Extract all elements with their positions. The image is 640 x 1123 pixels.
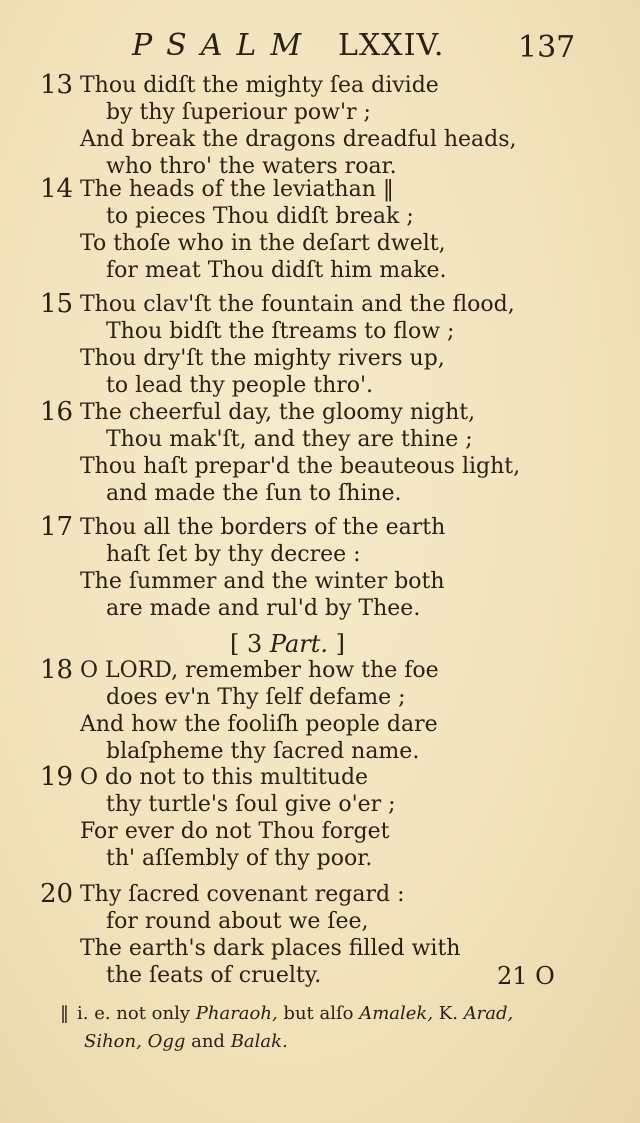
verse-line: to lead thy people thro'. — [106, 373, 374, 398]
verse-line: and made the ſun to ſhine. — [106, 481, 402, 506]
verse-line: haſt ſet by thy decree : — [106, 542, 361, 567]
verse-line: thy turtle's ſoul give o'er ; — [106, 792, 396, 817]
verse-line: The cheerful day, the gloomy night, — [80, 400, 476, 425]
verse-line: O LORD, remember how the foe — [80, 658, 439, 683]
footnote-mark: ‖ — [60, 1003, 69, 1024]
verse-line: by thy ſuperiour pow'r ; — [106, 100, 371, 125]
part-label: Part. — [269, 630, 329, 658]
verse-line: for round about we ſee, — [106, 909, 369, 934]
verse-line: The earth's dark places filled with — [80, 936, 461, 961]
verse-line: Thou all the borders of the earth — [80, 515, 446, 540]
verse-line: The ſummer and the winter both — [80, 569, 445, 594]
verse-number: 18 — [40, 655, 74, 685]
verse-line: Thou haſt prepar'd the beauteous light, — [80, 454, 521, 479]
footnote-line-1 — [60, 1000, 580, 1028]
verse-number: 20 — [40, 879, 74, 909]
part-bracket-open: [ 3 — [230, 630, 263, 658]
footnote-name: Sihon, — [84, 1031, 142, 1052]
footnote-name: Ogg — [147, 1031, 186, 1052]
verse-line: to pieces Thou didſt break ; — [106, 204, 414, 229]
verse-line: And break the dragons dreadful heads, — [80, 127, 517, 152]
psalm-number: LXXIV. — [338, 28, 445, 63]
footnote-name: Arad, — [463, 1003, 514, 1024]
footnote-text: K. — [433, 1003, 464, 1024]
verse-line: Thou didſt the mighty ſea divide — [80, 73, 439, 98]
footnote-text: but alſo — [277, 1003, 360, 1024]
footnote-line-2 — [60, 1028, 580, 1056]
verse-line: Thy ſacred covenant regard : — [80, 882, 405, 907]
footnote — [60, 1000, 580, 1056]
verse-line: To thoſe who in the deſart dwelt, — [80, 231, 446, 256]
verse-line: does ev'n Thy ſelf defame ; — [106, 685, 406, 710]
verse-line: Thou mak'ſt, and they are thine ; — [106, 427, 473, 452]
verse-line: Thou dry'ſt the mighty rivers up, — [80, 346, 445, 371]
verse-line: the ſeats of cruelty. — [106, 963, 322, 988]
footnote-name: Balak. — [230, 1031, 288, 1052]
verse-number: 15 — [40, 289, 74, 319]
verse-line: The heads of the leviathan ‖ — [80, 177, 394, 202]
verse-line: for meat Thou didſt him make. — [106, 258, 447, 283]
verse-line: O do not to this multitude — [80, 765, 369, 790]
verse-line: blaſpheme thy ſacred name. — [106, 739, 420, 764]
verse-line: For ever do not Thou forget — [80, 819, 390, 844]
page-header — [0, 28, 640, 68]
verse-number: 14 — [40, 174, 74, 204]
verse-line: are made and rul'd by Thee. — [106, 596, 421, 621]
verse-line: Thou clav'ſt the fountain and the flood, — [80, 292, 515, 317]
footnote-name: Pharaoh, — [195, 1003, 278, 1024]
verse-line: th' aſſembly of thy poor. — [106, 846, 373, 871]
verse-number: 13 — [40, 70, 74, 100]
verse-line: Thou bidſt the ſtreams to flow ; — [106, 319, 455, 344]
page-number: 137 — [518, 30, 576, 65]
footnote-text: i. e. not only — [77, 1003, 196, 1024]
verse-line: who thro' the waters roar. — [106, 154, 397, 179]
part-heading — [230, 630, 345, 658]
verse-line: And how the fooliſh people dare — [80, 712, 438, 737]
footnote-name: Amalek, — [359, 1003, 434, 1024]
verse-number: 16 — [40, 397, 74, 427]
footnote-text: and — [185, 1031, 231, 1052]
part-bracket-close: ] — [335, 630, 346, 658]
verse-number: 17 — [40, 512, 74, 542]
running-title: PSALM — [132, 28, 316, 63]
verse-number: 19 — [40, 762, 74, 792]
catchword: 21 O — [497, 962, 555, 990]
